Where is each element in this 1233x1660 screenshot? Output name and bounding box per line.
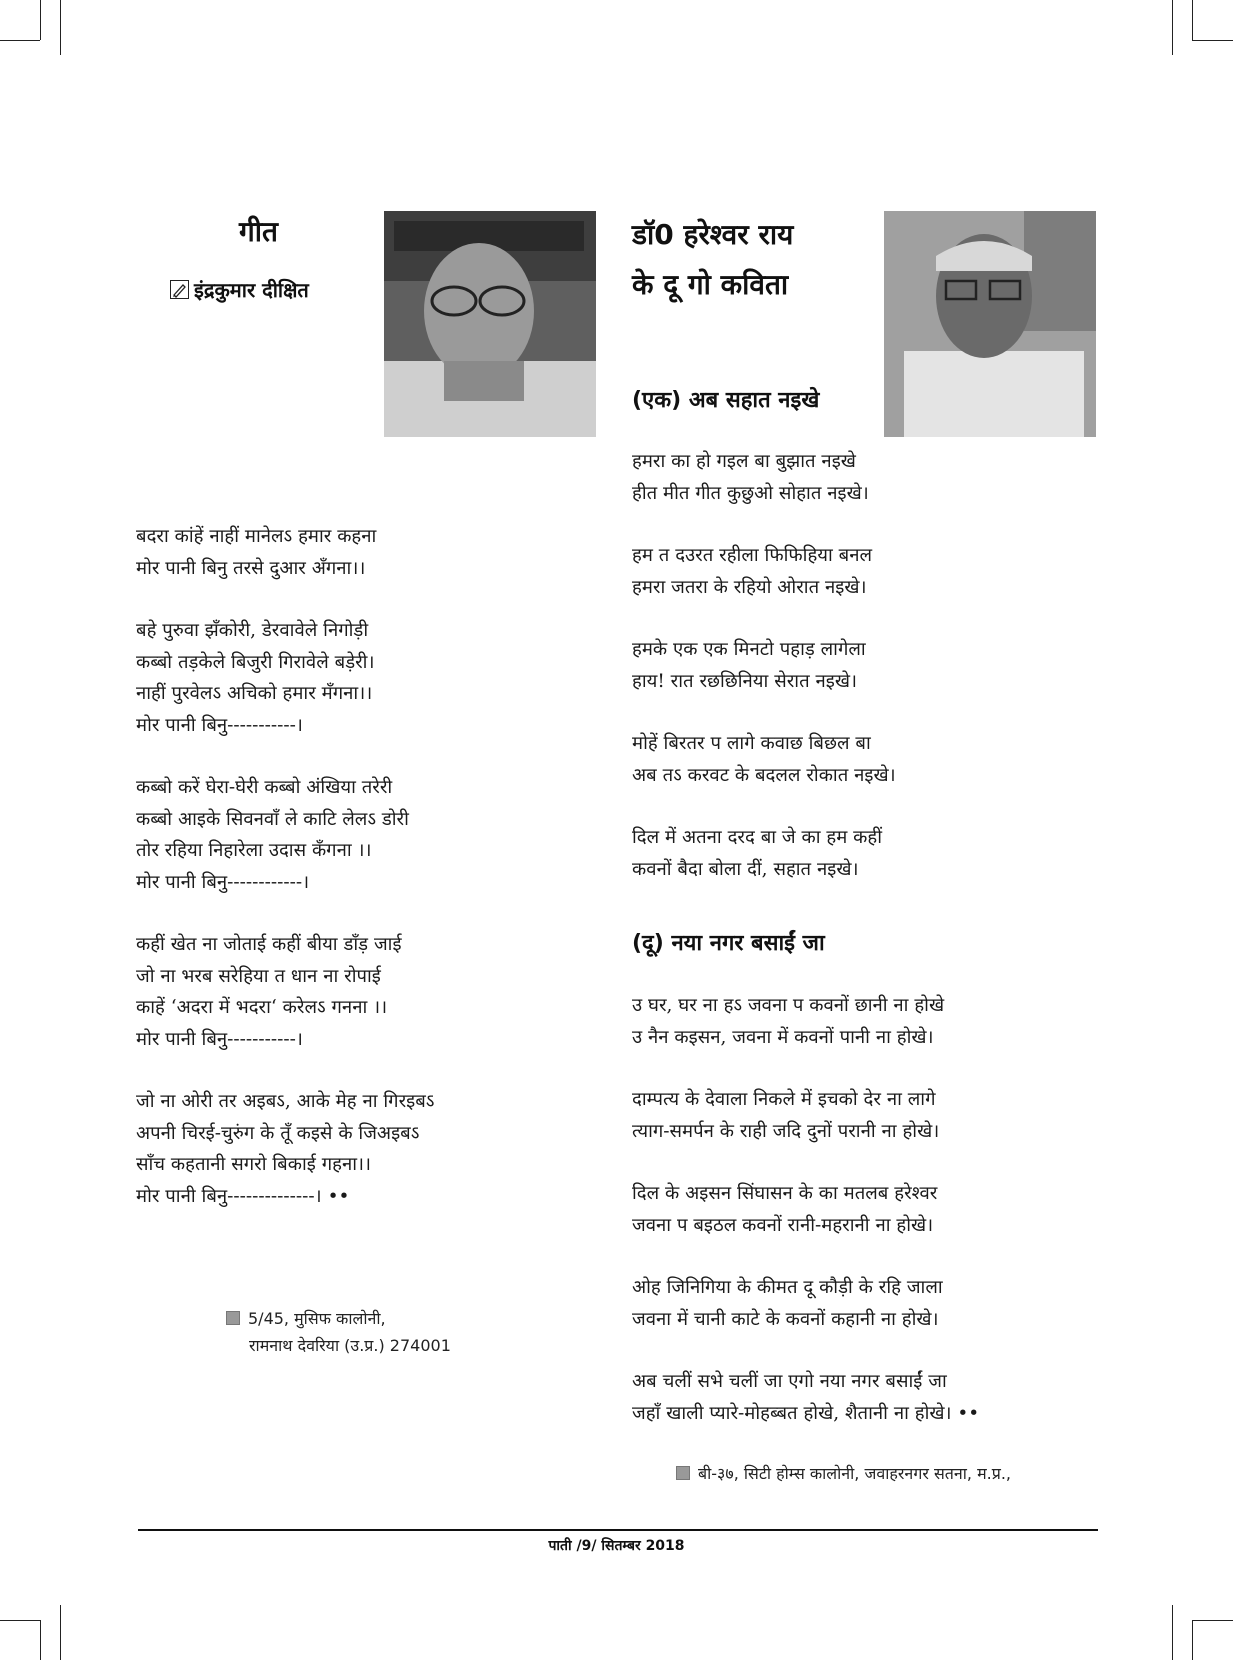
verse-line: दिल के अइसन सिंघासन के का मतलब हरेश्वर <box>632 1183 938 1204</box>
verse-line: मोहें बिरतर प लागे कवाछ बिछल बा <box>632 733 871 754</box>
verse-line: कब्बो करें घेरा-घेरी कब्बो अंखिया तरेरी <box>136 777 393 798</box>
poem1-title: (एक) अब सहात नइखे <box>632 388 820 413</box>
stanza <box>632 1272 979 1335</box>
author-name: इंद्रकुमार दीक्षित <box>194 278 309 302</box>
verse-line: जवना प बइठल कवनों रानी-महरानी ना होखे। <box>632 1214 934 1236</box>
left-poem-title: गीत <box>239 215 278 248</box>
crop-mark <box>1192 40 1233 41</box>
crop-mark <box>60 0 61 55</box>
stanza <box>632 540 896 603</box>
square-bullet-icon <box>676 1466 690 1480</box>
crop-mark <box>1172 0 1173 55</box>
right-title-line: के दू गो कविता <box>632 268 789 301</box>
stanza <box>136 772 434 898</box>
verse-line: हम त दउरत रहीला फिफिहिया बनल <box>632 545 873 566</box>
crop-mark <box>60 1605 61 1660</box>
crop-mark <box>40 0 41 40</box>
poem2-title: (दू) नया नगर बसाईं जा <box>632 931 825 956</box>
crop-mark <box>40 1620 41 1660</box>
right-address: बी-३७, सिटी होम्स कालोनी, जवाहरनगर सतना, म.प्र., <box>676 1460 1011 1487</box>
left-address <box>226 1305 451 1359</box>
stanza <box>136 1086 434 1212</box>
square-bullet-icon <box>226 1311 240 1325</box>
verse-line: काहें ‘अदरा में भदरा‘ करेलऽ गनना ।। <box>136 997 388 1018</box>
verse-line: दाम्पत्य के देवाला निकले में इचको देर ना लागे <box>632 1089 936 1110</box>
crop-mark <box>1192 0 1193 40</box>
verse-line: कब्बो तड़केले बिजुरी गिरावेले बड़ेरी। <box>136 651 375 673</box>
stanza <box>632 728 896 791</box>
crop-mark <box>1192 1620 1193 1660</box>
stanza <box>632 446 896 509</box>
verse-line: हमके एक एक मिनटो पहाड़ लागेला <box>632 639 866 660</box>
left-poem-body <box>136 521 434 1243</box>
stanza <box>632 822 896 885</box>
verse-line: मोर पानी बिनु-----------। <box>136 714 303 736</box>
footer-rule <box>138 1529 1098 1531</box>
verse-line: बहे पुरुवा झँकोरी, डेरवावेले निगोड़ी <box>136 620 369 641</box>
crop-mark <box>0 40 40 41</box>
verse-line: मोर पानी बिनु तरसे दुआर अँगना।। <box>136 557 366 579</box>
verse-line: हमरा का हो गइल बा बुझात नइखे <box>632 451 856 472</box>
stanza <box>632 990 979 1053</box>
verse-line: दिल में अतना दरद बा जे का हम कहीं <box>632 827 883 848</box>
crop-mark <box>1172 1605 1173 1660</box>
verse-line: अब तऽ करवट के बदलल रोकात नइखे। <box>632 764 896 786</box>
stanza <box>632 634 896 697</box>
stanza <box>136 615 434 741</box>
verse-line: हीत मीत गीत कुछुओ सोहात नइखे। <box>632 482 869 504</box>
verse-line: मोर पानी बिनु--------------। •• <box>136 1185 350 1207</box>
verse-line: नाहीं पुरवेलऽ अचिको हमार मँगना।। <box>136 683 373 704</box>
author-photo-right <box>884 211 1096 437</box>
verse-line: बदरा कांहें नाहीं मानेलऽ हमार कहना <box>136 526 377 547</box>
right-title <box>632 210 793 310</box>
verse-line: हाय! रात रछछिनिया सेरात नइखे। <box>632 670 857 692</box>
verse-line: मोर पानी बिनु-----------। <box>136 1028 303 1050</box>
page-footer: पाती /9/ सितम्बर 2018 <box>548 1538 685 1554</box>
verse-line: हमरा जतरा के रहियो ओरात नइखे। <box>632 576 867 598</box>
verse-line: कहीं खेत ना जोताई कहीं बीया डाँड़ जाई <box>136 934 402 955</box>
stanza <box>632 1178 979 1241</box>
verse-line: कवनों बैदा बोला दीं, सहात नइखे। <box>632 858 859 880</box>
verse-line: जहाँ खाली प्यारे-मोहब्बत होखे, शैतानी ना होखे। •• <box>632 1402 980 1424</box>
crop-mark <box>1192 1620 1233 1621</box>
verse-line: कब्बो आइके सिवनवाँ ले काटि लेलऽ डोरी <box>136 808 409 830</box>
verse-line: साँच कहतानी सगरो बिकाई गहना।। <box>136 1154 372 1175</box>
verse-line: त्याग-समर्पन के राही जदि दुनों परानी ना होखे। <box>632 1120 940 1142</box>
address-line: रामनाथ देवरिया (उ.प्र.) 274001 <box>249 1336 451 1355</box>
left-author <box>170 276 309 303</box>
verse-line: जो ना ओरी तर अइबऽ, आके मेह ना गिरइबऽ <box>136 1091 435 1112</box>
verse-line: अब चलीं सभे चलीं जा एगो नया नगर बसाईं जा <box>632 1371 947 1392</box>
verse-line: उ नैन कइसन, जवना में कवनों पानी ना होखे। <box>632 1026 934 1048</box>
address-line: 5/45, मुसिफ कालोनी, <box>226 1305 451 1332</box>
verse-line: उ घर, घर ना हऽ जवना प कवनों छानी ना होखे <box>632 995 945 1016</box>
poem2-body <box>632 990 979 1460</box>
stanza <box>632 1366 979 1429</box>
verse-line: मोर पानी बिनु------------। <box>136 871 310 893</box>
verse-line: जो ना भरब सरेहिया त धान ना रोपाई <box>136 965 381 987</box>
pen-icon <box>170 280 189 299</box>
stanza <box>632 1084 979 1147</box>
verse-line: ओह जिनिगिया के कीमत दू कौड़ी के रहि जाला <box>632 1277 943 1298</box>
stanza <box>136 521 434 584</box>
right-title-line: डॉ0 हरेश्वर राय <box>632 218 794 251</box>
stanza <box>136 929 434 1055</box>
author-photo-left <box>384 211 596 437</box>
verse-line: तोर रहिया निहारेला उदास कँगना ।। <box>136 840 372 861</box>
verse-line: अपनी चिरई-चुरुंग के तूँ कइसे के जिअइबऽ <box>136 1122 420 1144</box>
poem1-body <box>632 446 896 916</box>
crop-mark <box>0 1620 40 1621</box>
verse-line: जवना में चानी काटे के कवनों कहानी ना होखे। <box>632 1308 939 1330</box>
